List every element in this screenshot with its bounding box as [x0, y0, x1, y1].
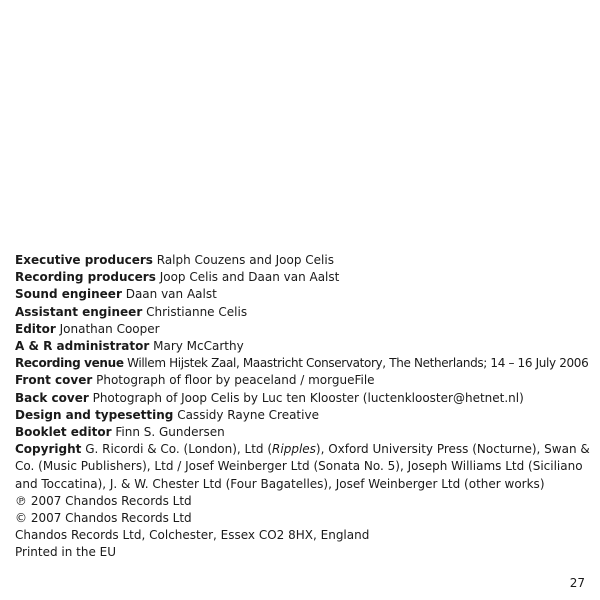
credits-block [15, 252, 590, 562]
credit-label: Recording venue [15, 356, 124, 371]
credit-design [15, 407, 590, 424]
credit-value: Christianne Celis [146, 304, 248, 319]
page-number: 27 [569, 576, 585, 590]
credit-value-before: G. Ricordi & Co. (London), Ltd ( [85, 442, 273, 457]
credit-value: Willem Hijstek Zaal, Maastricht Conservatory, The Netherlands; 14 – 16 July 2006 [127, 356, 589, 371]
printed-notice: Printed in the EU [15, 545, 117, 560]
credit-label: Editor [15, 321, 56, 336]
credit-value: Photograph of floor by peaceland / morgueFile [96, 373, 375, 388]
copyright-notice: © 2007 Chandos Records Ltd [15, 511, 192, 526]
credit-assistant-engineer [15, 304, 590, 321]
credit-back-cover [15, 390, 590, 407]
credit-label: Executive producers [15, 253, 153, 267]
credit-label: Booklet editor [15, 425, 112, 440]
credit-value: Jonathan Cooper [59, 321, 160, 336]
credit-value: Joop Celis and Daan van Aalst [159, 270, 340, 285]
credit-front-cover [15, 372, 590, 389]
credit-label: Design and typesetting [15, 407, 174, 422]
credit-value: Finn S. Gundersen [115, 425, 225, 440]
credit-value-after: ), Oxford University Press (Nocturne), Swan & Co. (Music Publishers), Ltd / Josef Weinberger Ltd (Sonata No. 5), Joseph Williams Ltd (Siciliano and Toccatina), J. & W. Chester Ltd (Four Bagatelles), Josef Weinberger Ltd (other works) [15, 442, 590, 491]
credit-value: Mary McCarthy [153, 339, 244, 354]
credit-value: Cassidy Rayne Creative [177, 407, 319, 422]
credit-label: A & R administrator [15, 339, 150, 354]
credit-copyright [15, 441, 590, 493]
credit-value: Photograph of Joop Celis by Luc ten Klooster (luctenklooster@hetnet.nl) [92, 390, 524, 405]
credit-editor [15, 321, 590, 338]
publisher-address: Chandos Records Ltd, Colchester, Essex CO2 8HX, England [15, 528, 370, 543]
credit-value: Ralph Couzens and Joop Celis [156, 253, 334, 267]
credit-label: Back cover [15, 390, 89, 405]
credit-label: Sound engineer [15, 287, 122, 302]
credit-label: Copyright [15, 442, 82, 457]
credit-recording-producers [15, 269, 590, 286]
credit-label: Recording producers [15, 270, 156, 285]
credit-value: Daan van Aalst [125, 287, 217, 302]
credit-recording-venue [15, 355, 590, 372]
credit-executive-producers [15, 252, 590, 269]
credit-ar-administrator [15, 338, 590, 355]
credit-booklet-editor [15, 424, 590, 441]
credit-label: Front cover [15, 373, 93, 388]
credit-label: Assistant engineer [15, 304, 143, 319]
credit-sound-engineer [15, 286, 590, 303]
phonogram-notice: ℗ 2007 Chandos Records Ltd [15, 493, 192, 508]
credit-value-italic: Ripples [272, 442, 316, 457]
